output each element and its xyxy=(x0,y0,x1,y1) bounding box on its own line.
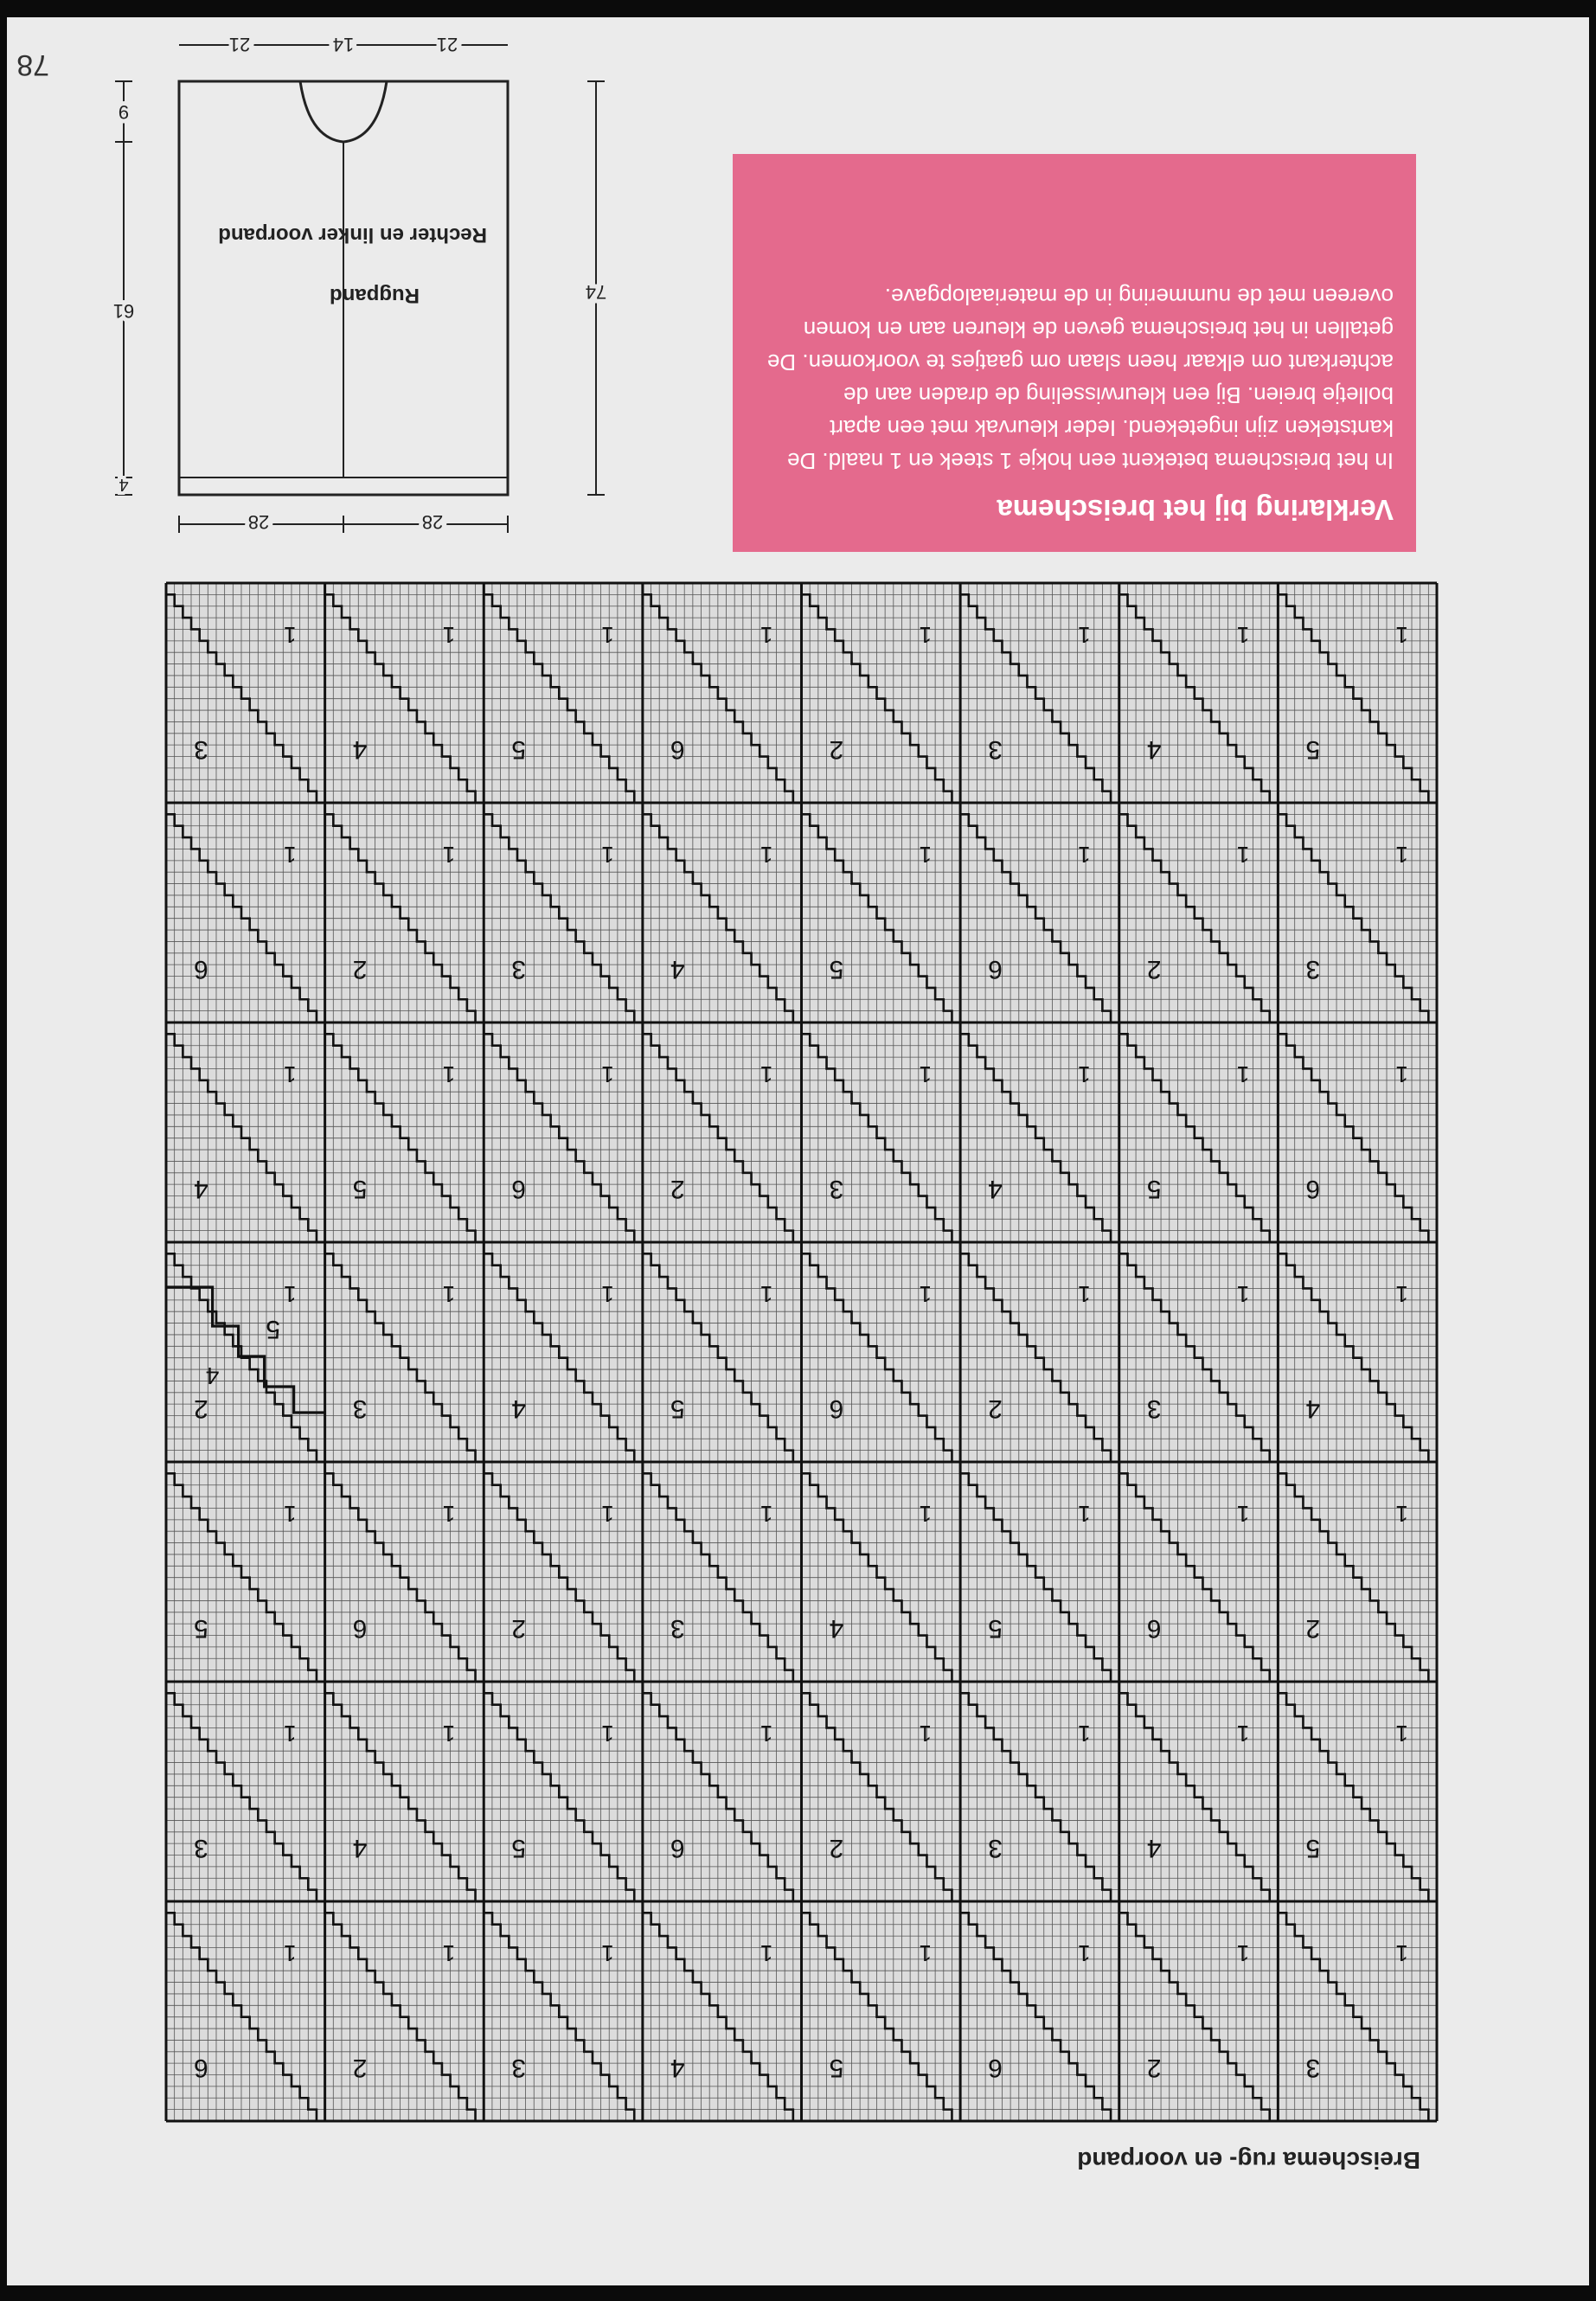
color-number-label: 4 xyxy=(670,2053,685,2082)
background-color-label: 1 xyxy=(601,621,614,648)
background-color-label: 1 xyxy=(442,841,456,868)
background-color-label: 1 xyxy=(1395,621,1408,648)
background-color-label: 1 xyxy=(283,1280,297,1307)
dim-neck-width: 14 xyxy=(332,34,355,55)
color-number-label: 3 xyxy=(988,734,1003,764)
color-number-label: 5 xyxy=(829,2053,844,2082)
background-color-label: 1 xyxy=(601,1061,614,1087)
color-number-label: 3 xyxy=(352,1394,368,1423)
width-dim-lines xyxy=(179,516,508,533)
background-color-label: 1 xyxy=(1078,841,1091,868)
color-number-label: 2 xyxy=(829,1833,844,1862)
background-color-label: 1 xyxy=(760,841,773,868)
background-color-label: 1 xyxy=(1395,841,1408,868)
back-panel-label: Rugpand xyxy=(330,284,420,307)
background-color-label: 1 xyxy=(919,1939,932,1966)
background-color-label: 1 xyxy=(601,1939,614,1966)
background-color-label: 1 xyxy=(283,841,297,868)
color-number-label: 2 xyxy=(1305,1613,1321,1643)
background-color-label: 1 xyxy=(601,1280,614,1307)
dim-width-left: 28 xyxy=(421,511,444,533)
color-number-label: 2 xyxy=(988,1394,1003,1423)
color-number-label: 3 xyxy=(511,2053,526,2082)
dim-hem: 4 xyxy=(119,475,129,494)
color-number-label: 2 xyxy=(352,954,368,984)
background-color-label: 1 xyxy=(1395,1500,1408,1527)
background-color-label: 1 xyxy=(1236,1939,1250,1966)
color-number-label: 6 xyxy=(1146,1613,1162,1643)
background-color-label: 1 xyxy=(1236,1280,1250,1307)
background-color-label: 1 xyxy=(1078,1500,1091,1527)
background-color-label: 1 xyxy=(283,1939,297,1966)
color-number-label: 6 xyxy=(670,734,685,764)
dim-neck-depth: 9 xyxy=(118,101,130,123)
background-color-label: 1 xyxy=(1236,1061,1250,1087)
color-number-label: 3 xyxy=(670,1613,685,1643)
explanation-title: Verklaring bij het breischema xyxy=(997,494,1394,526)
color-number-label: 5 xyxy=(511,1833,526,1862)
color-number-label: 3 xyxy=(511,954,526,984)
background-color-label: 1 xyxy=(1078,1280,1091,1307)
color-number-label: 5 xyxy=(194,1613,208,1643)
explanation-box xyxy=(733,154,1416,552)
garment-schematic xyxy=(60,34,622,555)
color-number-label: 6 xyxy=(511,1174,526,1203)
color-number-label: 6 xyxy=(194,2053,208,2082)
color-number-label: 3 xyxy=(829,1174,844,1203)
color-number-label: 3 xyxy=(1305,2053,1321,2082)
background-color-label: 1 xyxy=(601,841,614,868)
dim-shoulder-left: 21 xyxy=(436,34,458,55)
color-number-label: 4 xyxy=(829,1613,844,1643)
background-color-label: 1 xyxy=(919,1061,932,1087)
background-color-label: 1 xyxy=(1236,1720,1250,1747)
color-number-label: 5 xyxy=(1305,1833,1321,1862)
background-color-label: 1 xyxy=(1395,1280,1408,1307)
color-number-label: 4 xyxy=(352,734,368,764)
knitting-chart xyxy=(166,583,1437,2121)
color-number-label: 5 xyxy=(829,954,844,984)
color-number-label: 4 xyxy=(352,1833,368,1862)
color-number-label: 6 xyxy=(988,2053,1003,2082)
color-number-label: 2 xyxy=(352,2053,368,2082)
color-number-label: 6 xyxy=(829,1394,844,1423)
background-color-label: 1 xyxy=(919,621,932,648)
color-number-label: 6 xyxy=(352,1613,368,1643)
background-color-label: 1 xyxy=(283,621,297,648)
background-color-label: 1 xyxy=(1395,1939,1408,1966)
background-color-label: 1 xyxy=(1236,1500,1250,1527)
background-color-label: 1 xyxy=(919,841,932,868)
color-number-label: 6 xyxy=(194,954,208,984)
background-color-label: 1 xyxy=(442,1061,456,1087)
dim-shoulder-right: 21 xyxy=(228,34,251,55)
background-color-label: 1 xyxy=(283,1061,297,1087)
background-color-label: 1 xyxy=(760,1061,773,1087)
color-number-label: 5 xyxy=(1146,1174,1162,1203)
color-number-label: 3 xyxy=(194,1833,208,1862)
background-color-label: 1 xyxy=(442,1939,456,1966)
color-number-label: 3 xyxy=(1305,954,1321,984)
color-number-label: 4 xyxy=(670,954,685,984)
background-color-label: 1 xyxy=(1236,621,1250,648)
color-number-label: 2 xyxy=(829,734,844,764)
color-number-label: 3 xyxy=(988,1833,1003,1862)
background-color-label: 1 xyxy=(919,1280,932,1307)
background-color-label: 1 xyxy=(442,1500,456,1527)
color-number-label: 6 xyxy=(670,1833,685,1862)
background-color-label: 1 xyxy=(442,1280,456,1307)
color-number-label: 4 xyxy=(194,1174,208,1203)
explanation-text: In het breischema betekent een hokje 1 steek en 1 naald. De kantsteken zijn ingetekend. Ieder kleurvak met een apart bolletje breien. Bij een kleurwisseling de draden aan de achterkant om elkaar heen slaan om gaatjes te voorkomen. De getallen in het breischema geven de kleuren aan en komen overeen met de nummering in de materiaalopgave. xyxy=(766,284,1394,474)
color-number-label: 4 xyxy=(511,1394,526,1423)
color-number-label: 2 xyxy=(1146,954,1162,984)
background-color-label: 1 xyxy=(760,621,773,648)
background-color-label: 1 xyxy=(1236,841,1250,868)
background-color-label: 1 xyxy=(760,1720,773,1747)
neck-color-label: 5 xyxy=(266,1315,280,1343)
color-number-label: 4 xyxy=(988,1174,1003,1203)
chart-caption: Breischema rug- en voorpand xyxy=(1077,2147,1420,2174)
background-color-label: 1 xyxy=(442,621,456,648)
background-color-label: 1 xyxy=(760,1939,773,1966)
background-color-label: 1 xyxy=(1078,1720,1091,1747)
background-color-label: 1 xyxy=(283,1500,297,1527)
background-color-label: 1 xyxy=(919,1720,932,1747)
color-number-label: 5 xyxy=(511,734,526,764)
paper xyxy=(7,17,1589,2285)
background-color-label: 1 xyxy=(283,1720,297,1747)
color-number-label: 6 xyxy=(988,954,1003,984)
page-number: 78 xyxy=(16,48,49,81)
background-color-label: 1 xyxy=(1078,1061,1091,1087)
color-number-label: 5 xyxy=(988,1613,1003,1643)
color-number-label: 4 xyxy=(1146,1833,1162,1862)
color-number-label: 3 xyxy=(194,734,208,764)
neck-color-label: 4 xyxy=(205,1362,220,1389)
background-color-label: 1 xyxy=(442,1720,456,1747)
color-number-label: 6 xyxy=(1305,1174,1321,1203)
color-number-label: 3 xyxy=(1146,1394,1162,1423)
background-color-label: 1 xyxy=(919,1500,932,1527)
color-number-label: 4 xyxy=(1146,734,1162,764)
color-number-label: 2 xyxy=(511,1613,526,1643)
dim-total-height: 74 xyxy=(585,281,607,303)
background-color-label: 1 xyxy=(1078,621,1091,648)
dim-body: 61 xyxy=(112,300,135,322)
color-number-label: 5 xyxy=(352,1174,368,1203)
color-number-label: 2 xyxy=(670,1174,685,1203)
color-number-label: 2 xyxy=(194,1394,208,1423)
background-color-label: 1 xyxy=(601,1500,614,1527)
background-color-label: 1 xyxy=(601,1720,614,1747)
color-number-label: 2 xyxy=(1146,2053,1162,2082)
dim-width-right: 28 xyxy=(247,511,270,533)
color-number-label: 4 xyxy=(1305,1394,1321,1423)
background-color-label: 1 xyxy=(1395,1720,1408,1747)
front-panels-label: Rechter en linker voorpand xyxy=(218,223,487,247)
background-color-label: 1 xyxy=(760,1280,773,1307)
background-color-label: 1 xyxy=(1078,1939,1091,1966)
background-color-label: 1 xyxy=(760,1500,773,1527)
color-number-label: 5 xyxy=(1305,734,1321,764)
color-number-label: 5 xyxy=(670,1394,685,1423)
background-color-label: 1 xyxy=(1395,1061,1408,1087)
